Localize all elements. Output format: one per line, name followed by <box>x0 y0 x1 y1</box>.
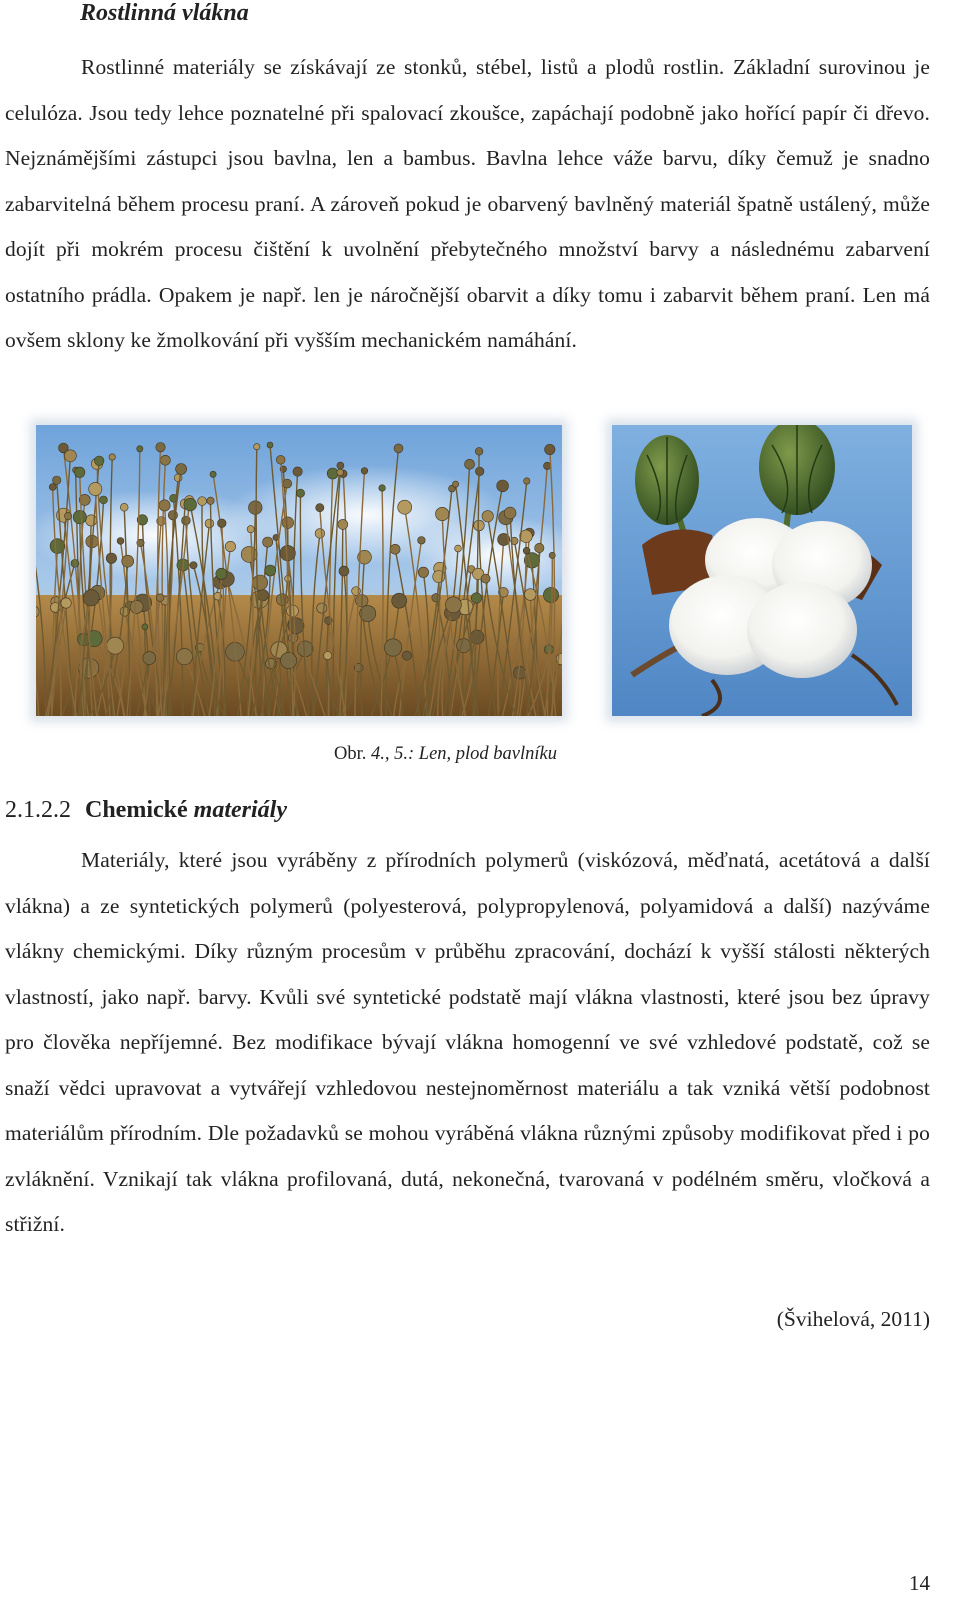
section-heading-chemical-materials <box>5 795 287 825</box>
paragraph-chemical-materials-text: Materiály, které jsou vyráběny z přírodních polymerů (viskózová, měďnatá, acetátová a další vlákna) a ze syntetických polymerů (polyesterová, polypropylenová, polyamidová a další) nazýváme vlákny chemickými. Díky různým procesům v průběhu zpracování, dochází k vyšší stálosti některých vlastností, jako např. barvy. Kvůli své syntetické podstatě mají vlákna vlastnosti, které jsou bez úpravy pro člověka nepříjemné. Bez modifikace bývají vlákna homogenní ve své vzhledové podstatě, což se snaží vědci upravovat a vytvářejí vzhledovou nestejnoměrnost materiálu a tak vzniká větší podobnost materiálům přírodním. Dle požadavků se mohou vyráběná vlákna různými způsoby modifikovat před i po zvláknění. Vznikají tak vlákna profilovaná, dutá, nekonečná, tvarovaná v podélném směru, vločková a střižní. <box>5 848 930 1236</box>
page-number: 14 <box>909 1571 930 1595</box>
caption-text: : Len, plod bavlníku <box>408 744 558 764</box>
section-title-italic: materiály <box>193 797 287 823</box>
caption-prefix: Obr. <box>334 744 371 764</box>
cotton-boll-photo <box>612 425 912 716</box>
paragraph-plant-fibers <box>5 45 930 364</box>
paragraph-plant-fibers-text: Rostlinné materiály se získávají ze stonků, stébel, listů a plodů rostlin. Základní surovinou je celulóza. Jsou tedy lehce poznatelné při spalovací zkoušce, zapáchají podobně jako hořící papír či dřevo. Nejznámějšími zástupci jsou bavlna, len a bambus. Bavlna lehce váže barvu, díky čemuž je snadno zabarvitelná během procesu praní. A zároveň pokud je obarvený bavlněný materiál špatně ustálený, může dojít při mokrém procesu čištění k uvolnění přebytečného množství barvy a následnému zabarvení ostatního prádla. Opakem je např. len je náročnější obarvit a díky tomu i zabarvit během praní. Len má ovšem sklony ke žmolkování při vyšším mechanickém namáhání. <box>5 55 930 352</box>
section-number: 2.1.2.2 <box>5 797 71 823</box>
flax-photo <box>36 425 562 716</box>
section-title-plant-fibers: Rostlinná vlákna <box>80 0 249 26</box>
caption-numbers: 4., 5. <box>371 744 408 764</box>
figure-caption <box>334 742 557 766</box>
citation: (Švihelová, 2011) <box>776 1307 930 1331</box>
paragraph-chemical-materials <box>5 838 930 1248</box>
section-title-bold: Chemické <box>85 797 188 823</box>
